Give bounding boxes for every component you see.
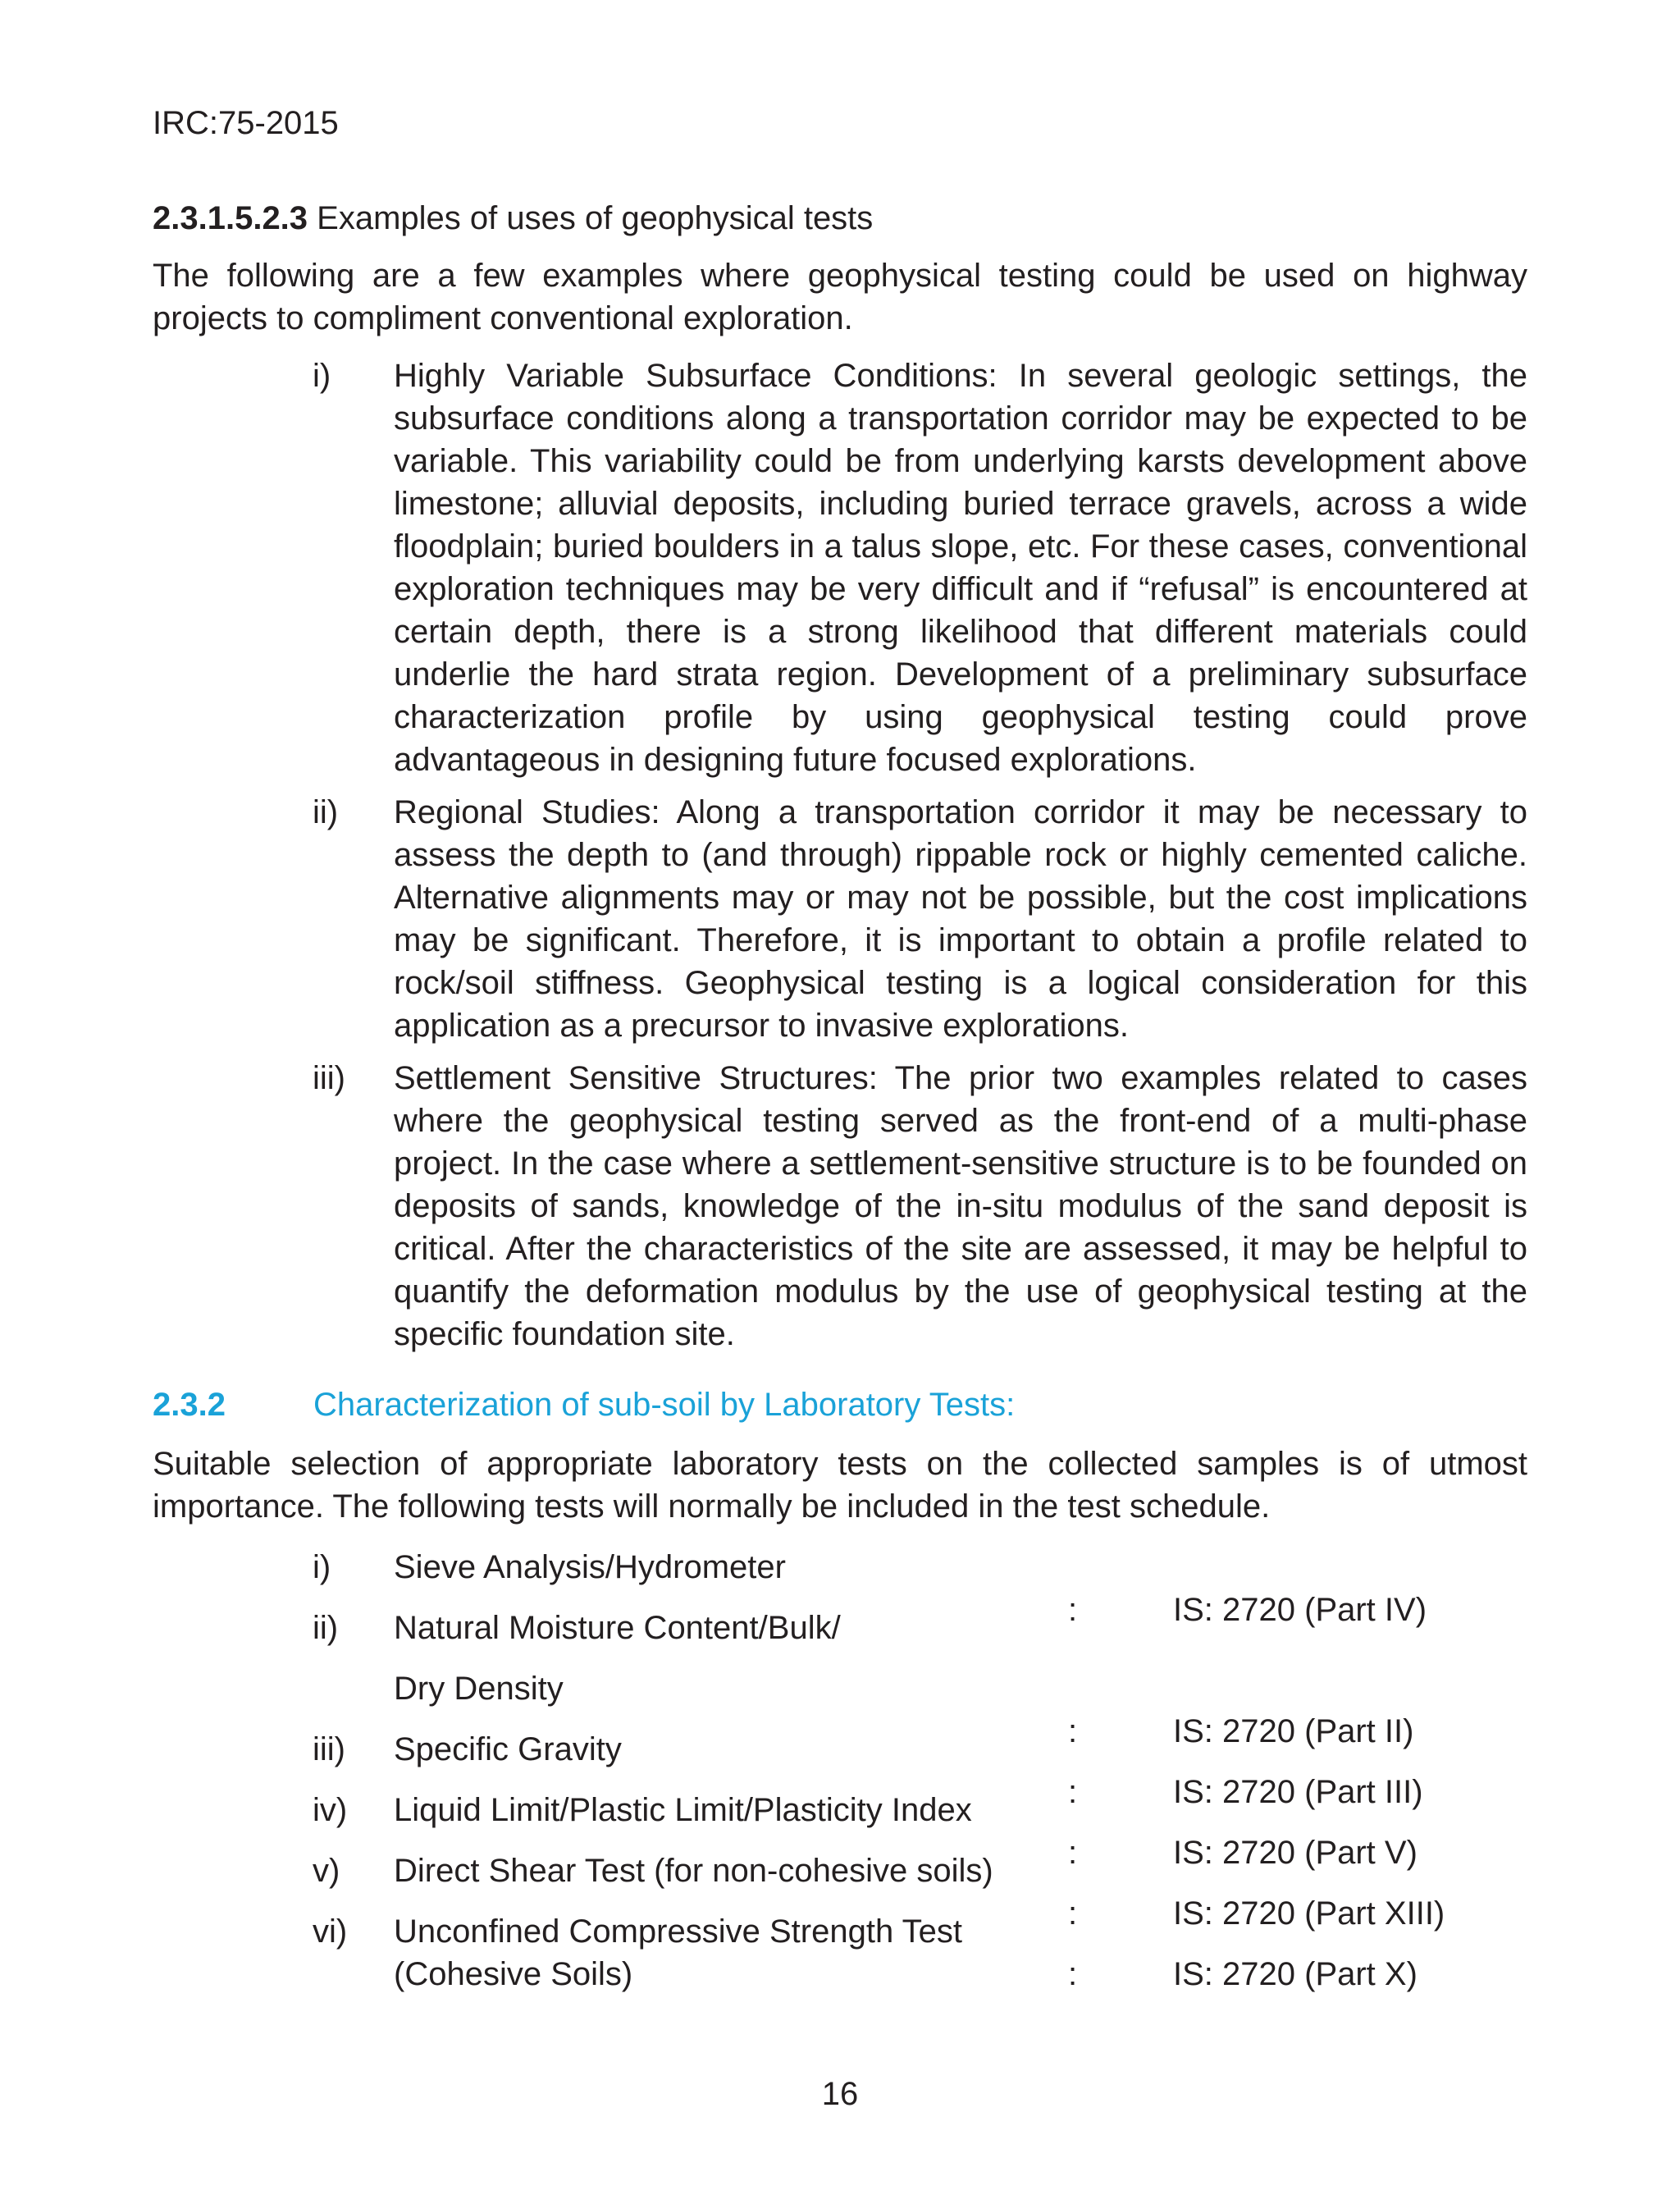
test-standard: IS: 2720 (Part IV) [1173,1592,1427,1628]
subsection-heading [153,1383,1016,1426]
test-name: Dry Density [394,1671,564,1707]
separator-colon: : [1068,1835,1078,1871]
section-heading [153,197,873,240]
list-item-text: Settlement Sensitive Structures: The prior two examples related to cases where the geophysical testing served as the front-end of a multi-phase project. In the case where a settlement-sensitive structure is to be founded on deposits of sands, knowledge of the in-situ modulus of the sand deposit is critical. After the characteristics of the site are assessed, it may be helpful to quantify the deformation modulus by the use of geophysical testing at the specific foundation site. [394,1060,1527,1352]
running-header: IRC:75-2015 [153,105,339,141]
separator-colon: : [1068,1774,1078,1810]
test-number: vi) [313,1913,348,1950]
test-name: Specific Gravity [394,1731,622,1767]
subsection-number: 2.3.2 [153,1387,226,1423]
separator-colon: : [1068,1956,1078,1992]
separator-colon: : [1068,1713,1078,1749]
test-number: ii) [313,1610,339,1646]
separator-colon: : [1068,1895,1078,1932]
page-number: 16 [821,2076,859,2112]
test-standard: IS: 2720 (Part II) [1173,1713,1414,1749]
table-row [153,1910,1527,1996]
list-item [153,1057,1527,1356]
list-item-number: i) [313,358,331,394]
test-number: iii) [313,1731,345,1767]
test-name: Liquid Limit/Plastic Limit/Plasticity Index [394,1792,972,1828]
list-item [153,791,1527,1047]
section-title: Examples of uses of geophysical tests [317,200,874,236]
test-standard: IS: 2720 (Part X) [1173,1956,1418,1992]
test-number: iv) [313,1792,348,1828]
list-item-number: iii) [313,1060,345,1096]
test-name: Unconfined Compressive Strength Test [394,1913,962,1950]
test-name: Natural Moisture Content/Bulk/ [394,1610,841,1646]
examples-list [153,354,1527,1356]
separator-colon: : [1068,1592,1078,1628]
test-number: i) [313,1549,331,1585]
test-standard: IS: 2720 (Part III) [1173,1774,1423,1810]
test-name: Sieve Analysis/Hydrometer [394,1549,786,1585]
subsection-title: Characterization of sub-soil by Laboratory Tests: [313,1387,1016,1423]
test-name-continued: (Cohesive Soils) [394,1956,633,1992]
table-row [153,1607,1527,1667]
lab-tests-intro: Suitable selection of appropriate laboratory tests on the collected samples is of utmost importance. The following tests will normally be included in the test schedule. [153,1446,1527,1525]
test-name: Direct Shear Test (for non-cohesive soils) [394,1853,993,1889]
list-item-text: Regional Studies: Along a transportation corridor it may be necessary to assess the depth to (and through) rippable rock or highly cemented caliche. Alternative alignments may or may not be possible, but the cost implications may be significant. Therefore, it is important to obtain a profile related to rock/soil stiffness. Geophysical testing is a logical consideration for this application as a precursor to invasive explorations. [394,794,1527,1044]
section-number: 2.3.1.5.2.3 [153,200,308,236]
list-item-number: ii) [313,794,339,830]
test-standard: IS: 2720 (Part XIII) [1173,1895,1445,1932]
test-standard: IS: 2720 (Part V) [1173,1835,1418,1871]
test-number: v) [313,1853,340,1889]
list-item [153,354,1527,781]
list-item-text: Highly Variable Subsurface Conditions: In several geologic settings, the subsurface conditions along a transportation corridor may be expected to be variable. This variability could be from underlying karsts development above limestone; alluvial deposits, including buried terrace gravels, across a wide floodplain; buried boulders in a talus slope, etc. For these cases, conventional exploration techniques may be very difficult and if “refusal” is encountered at certain depth, there is a strong likelihood that different materials could underlie the hard strata region. Development of a preliminary subsurface characterization profile by using geophysical testing could prove advantageous in designing future focused explorations. [394,358,1527,778]
lab-tests-list [153,1546,1527,1996]
intro-paragraph: The following are a few examples where geophysical testing could be used on highway projects to compliment conventional exploration. [153,258,1527,336]
